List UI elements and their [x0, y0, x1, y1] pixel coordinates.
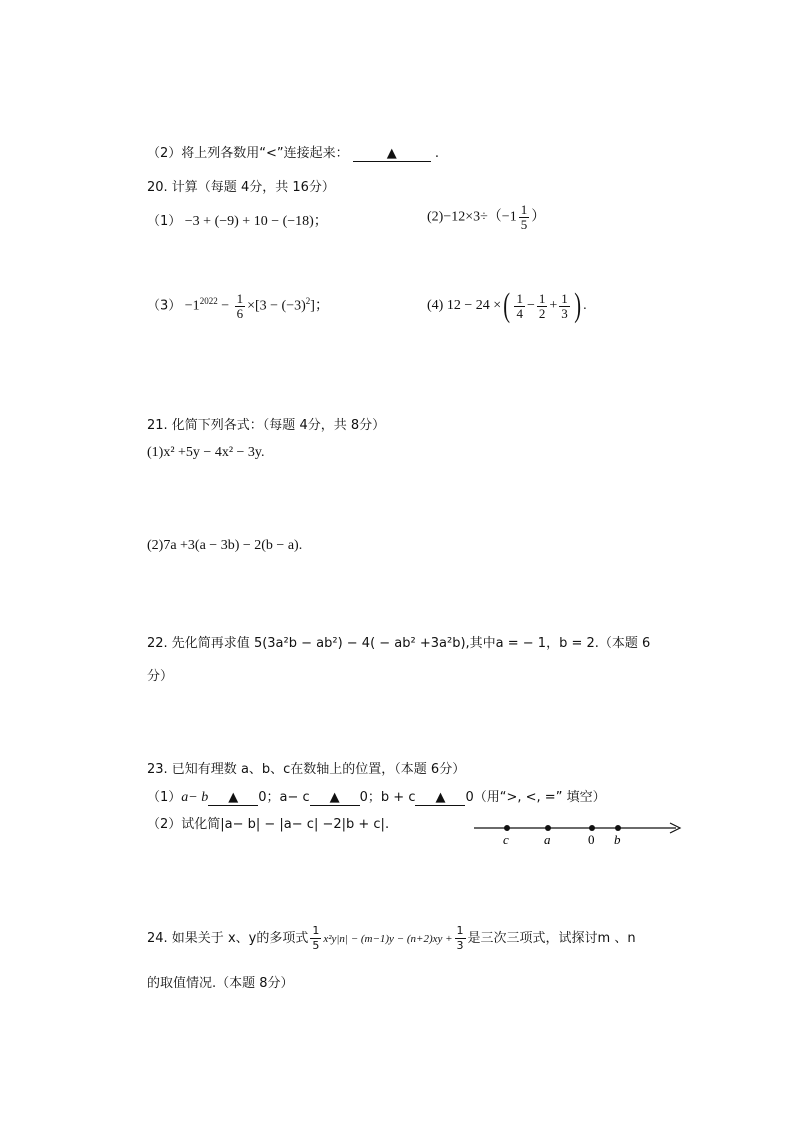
expression: a− b: [181, 790, 209, 805]
exponent: 2022: [199, 296, 218, 307]
number-line: [472, 818, 684, 848]
point-a: [545, 825, 551, 831]
denominator: 3: [561, 305, 568, 321]
expression: 0；a− c: [258, 790, 310, 805]
label-c: c: [503, 832, 509, 847]
term: −1: [184, 298, 200, 314]
triangle-marker-icon: ▲: [386, 146, 397, 161]
problem-label: （3）: [147, 298, 182, 314]
expression: 0；b + c: [359, 790, 416, 805]
problem-label: (2): [427, 209, 444, 225]
numerator: 1: [538, 290, 546, 306]
q23-problem-2: （2）试化简|a− b| − |a− c| −2|b + c|.: [147, 817, 390, 832]
q23-problem-1: [147, 786, 606, 806]
term: 12 − 24 ×: [446, 298, 502, 314]
q24-line1: [147, 924, 636, 953]
close-paren: ）: [531, 209, 546, 225]
q20-heading: 20. 计算（每题 4分，共 16分）: [147, 180, 335, 195]
q20-problem-4: [427, 289, 587, 323]
term: ×[3 − (−3): [247, 298, 306, 314]
fraction: [310, 924, 321, 953]
q21-problem-2: (2)7a +3(a − 3b) − 2(b − a).: [147, 538, 303, 553]
fraction: [514, 292, 525, 321]
triangle-marker-icon: ▲: [329, 790, 340, 805]
problem-label: （1）: [147, 790, 182, 805]
point-zero: [589, 825, 595, 831]
polynomial-expression: x²y|n| − (m−1)y − (n+2)xy +: [323, 933, 453, 945]
fraction: [235, 292, 246, 321]
numerator: 1: [516, 290, 523, 306]
q20-problem-1: [147, 210, 328, 230]
q24-line2: 的取值情况.（本题 8分）: [147, 976, 294, 991]
fraction: [537, 292, 548, 321]
q20-problem-2: [427, 203, 545, 232]
expression: 0（用“>, <, =” 填空）: [465, 790, 606, 805]
label-b: b: [614, 832, 621, 847]
q22-line1: 22. 先化简再求值 5(3a²b − ab²) − 4( − ab² +3a²b),其中a = − 1，b = 2.（本题 6: [147, 636, 651, 651]
q19-part2-prefix: （2）将上列各数用“<”连接起来：: [147, 146, 349, 161]
q23-heading: 23. 已知有理数 a、b、c在数轴上的位置，（本题 6分）: [147, 762, 466, 777]
numerator: 1: [236, 291, 244, 306]
numerator: 1: [520, 202, 528, 217]
denominator: 2: [538, 305, 546, 321]
denominator: 6: [236, 306, 244, 321]
problem-label: (4): [427, 298, 444, 314]
answer-blank[interactable]: [310, 791, 360, 806]
q20-problem-3: [147, 292, 329, 321]
operator: −: [221, 298, 230, 314]
period: .: [583, 298, 587, 314]
problem-expression: −12×3÷（−1: [443, 209, 517, 225]
operator: −: [526, 298, 535, 314]
label-zero: 0: [588, 832, 595, 847]
period: .: [434, 146, 440, 161]
exponent: 2: [305, 296, 311, 307]
denominator: 4: [516, 305, 523, 321]
right-paren: ): [574, 287, 581, 324]
q22-line2: 分）: [147, 669, 174, 684]
answer-blank[interactable]: [415, 791, 465, 806]
triangle-marker-icon: ▲: [435, 790, 446, 805]
label-a: a: [544, 832, 551, 847]
q21-problem-1: (1)x² +5y − 4x² − 3y.: [147, 445, 265, 460]
q24-prefix: 24. 如果关于 x、y的多项式: [147, 931, 309, 946]
problem-expression: −3 + (−9) + 10 − (−18)；: [184, 214, 328, 229]
numerator: 1: [561, 290, 568, 306]
denominator: 5: [520, 217, 528, 232]
fraction: [559, 292, 570, 321]
point-c: [504, 825, 510, 831]
answer-blank[interactable]: [353, 147, 431, 162]
denominator: 5: [312, 939, 320, 952]
q21-heading: 21. 化简下列各式：（每题 4分，共 8分）: [147, 418, 386, 433]
numerator: 1: [312, 924, 320, 937]
fraction: [455, 924, 466, 953]
fraction: [519, 203, 530, 232]
operator: +: [549, 298, 558, 314]
term: ]；: [310, 298, 329, 314]
answer-blank[interactable]: [208, 791, 258, 806]
problem-label: （1）: [147, 214, 182, 229]
q19-part2: [147, 142, 439, 162]
left-paren: (: [503, 287, 511, 324]
point-b: [615, 825, 621, 831]
denominator: 3: [456, 939, 464, 952]
q24-suffix: 是三次三项式，试探讨m 、n: [467, 931, 636, 946]
numerator: 1: [456, 924, 464, 937]
triangle-marker-icon: ▲: [228, 790, 239, 805]
